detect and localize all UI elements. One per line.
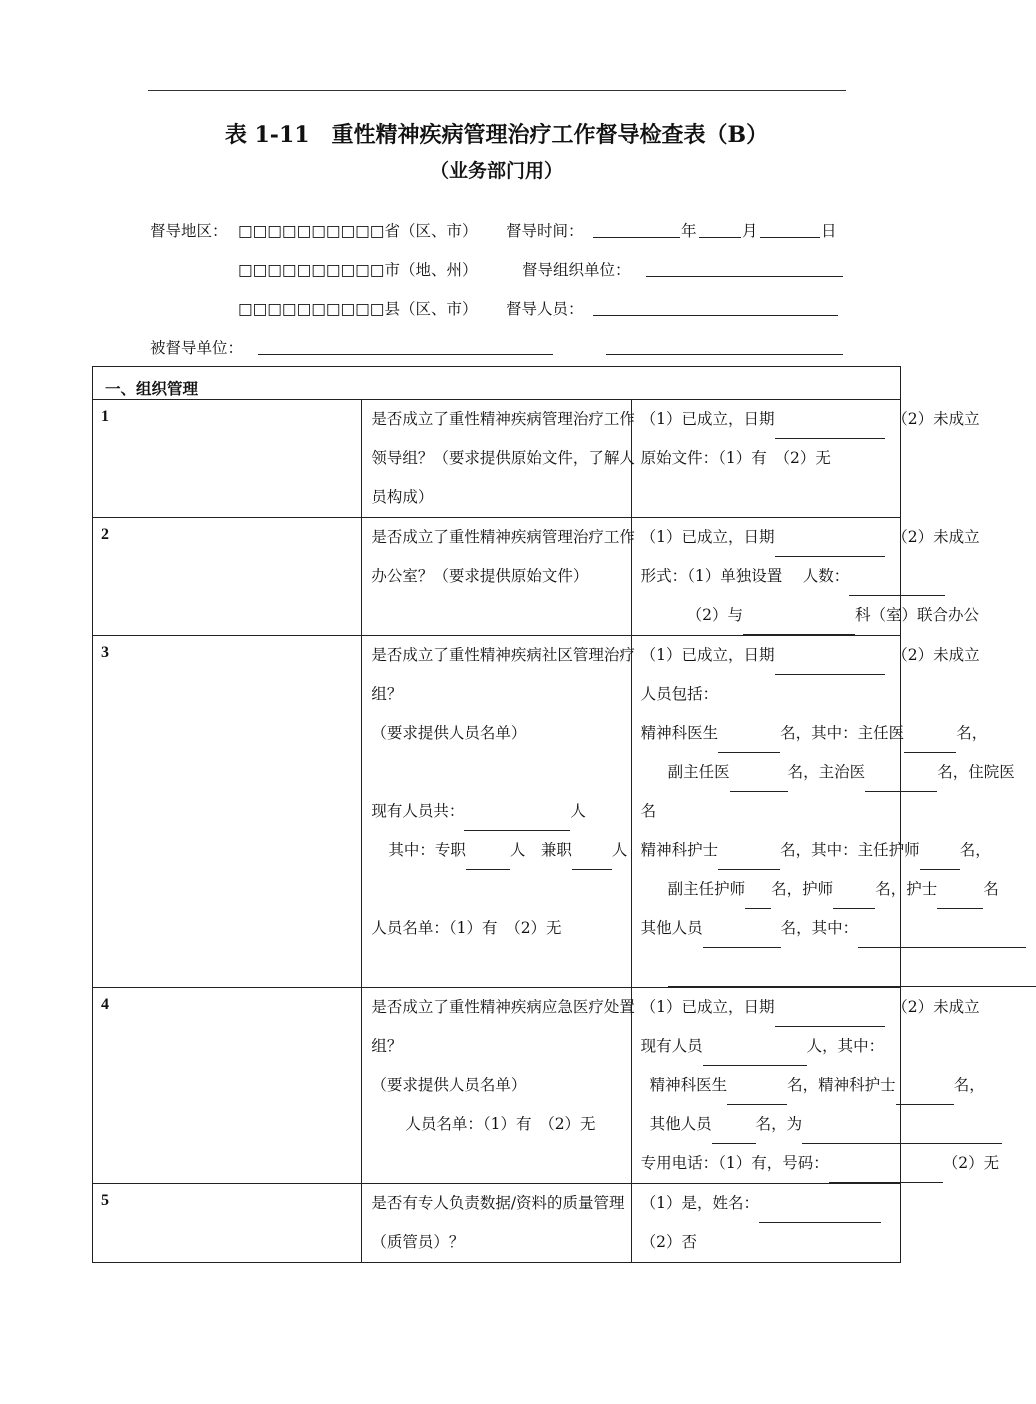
- month-label: 月: [742, 222, 758, 240]
- row-number: 1: [93, 400, 362, 518]
- date-blank[interactable]: [775, 1009, 885, 1027]
- region-label: 督导地区：: [150, 222, 228, 240]
- senior-nurse-blank[interactable]: [833, 891, 875, 909]
- answer-cell: （1）已成立，日期 （2）未成立 人员包括： 精神科医生 名，其中：主任医 名， 副主任医 名，主治医 名，住院医 名 精神科护士 名，其中：主任护师 名， 副主任护师 名，护师 名，护士 名 其他人员 名，其中：: [631, 636, 900, 988]
- dept-blank[interactable]: [743, 617, 855, 635]
- city-field: □□□□□□□□□□市（地、州）: [238, 261, 478, 279]
- attending-blank[interactable]: [865, 774, 937, 792]
- answer-cell: （1）已成立，日期 （2）未成立 原始文件：（1）有 （2）无: [631, 400, 900, 518]
- date-blank[interactable]: [775, 421, 885, 439]
- current-staff-blank[interactable]: [703, 1048, 807, 1066]
- headcount-blank[interactable]: [849, 578, 945, 596]
- staff-label: 督导人员：: [506, 300, 584, 318]
- question-cell: 是否成立了重性精神疾病管理治疗工作 办公室？（要求提供原始文件）: [362, 518, 631, 636]
- other-detail-blank-2[interactable]: [668, 969, 1036, 987]
- other-staff-blank[interactable]: [703, 930, 781, 948]
- county-field: □□□□□□□□□□县（区、市）: [238, 300, 478, 318]
- table-row: [93, 400, 901, 518]
- org-label: 督导组织单位：: [522, 261, 631, 279]
- other-staff-blank[interactable]: [712, 1126, 756, 1144]
- other-detail-blank[interactable]: [858, 930, 1026, 948]
- row-number: 3: [93, 636, 362, 988]
- assoc-chief-nurse-blank[interactable]: [745, 891, 771, 909]
- row-number: 2: [93, 518, 362, 636]
- nurse-blank[interactable]: [718, 852, 780, 870]
- table-row: [93, 988, 901, 1184]
- assoc-chief-blank[interactable]: [730, 774, 788, 792]
- table-row: [93, 636, 901, 988]
- question-cell: 是否成立了重性精神疾病管理治疗工作 领导组？（要求提供原始文件，了解人 员构成）: [362, 400, 631, 518]
- total-staff-blank[interactable]: [464, 813, 570, 831]
- chief-doctor-blank[interactable]: [904, 735, 956, 753]
- answer-cell: （1）已成立，日期 （2）未成立 形式：（1）单独设置 人数： （2）与 科（室）联合办公: [631, 518, 900, 636]
- qa-name-blank[interactable]: [759, 1205, 881, 1223]
- day-blank[interactable]: [760, 237, 820, 238]
- answer-cell: （1）是，姓名： （2）否: [631, 1184, 900, 1263]
- page-subtitle: （业务部门用）: [429, 160, 563, 182]
- parttime-blank[interactable]: [572, 852, 612, 870]
- other-detail-blank[interactable]: [802, 1126, 1002, 1144]
- table-row: [93, 518, 901, 636]
- table-row: [93, 1184, 901, 1263]
- fulltime-blank[interactable]: [466, 852, 510, 870]
- top-rule: [148, 90, 846, 91]
- psychiatrist-blank[interactable]: [718, 735, 780, 753]
- section-org-management: 一、组织管理: [93, 367, 901, 400]
- staff-nurse-blank[interactable]: [937, 891, 983, 909]
- date-blank[interactable]: [775, 657, 885, 675]
- year-label: 年: [681, 222, 697, 240]
- date-blank[interactable]: [775, 539, 885, 557]
- row-number: 4: [93, 988, 362, 1184]
- province-field: □□□□□□□□□□省（区、市）: [238, 222, 478, 240]
- unit-label: 被督导单位：: [150, 339, 244, 357]
- phone-blank[interactable]: [829, 1165, 943, 1183]
- question-cell: 是否成立了重性精神疾病应急医疗处置 组？ （要求提供人员名单） 人员名单：（1）有 （2）无: [362, 988, 631, 1184]
- answer-cell: （1）已成立，日期 （2）未成立 现有人员 人，其中： 精神科医生 名，精神科护士 名， 其他人员 名，为 专用电话：（1）有，号码： （2）无: [631, 988, 900, 1184]
- page-title: 表 1-11 重性精神疾病管理治疗工作督导检查表（B）: [224, 122, 769, 148]
- staff-blank[interactable]: [593, 315, 838, 316]
- question-cell: 是否成立了重性精神疾病社区管理治疗 组？ （要求提供人员名单） 现有人员共： 人 其中：专职 人 兼职 人 人员名单：（1）有 （2）无: [362, 636, 631, 988]
- inspection-table: [92, 366, 1015, 1263]
- row-number: 5: [93, 1184, 362, 1263]
- org-blank[interactable]: [646, 276, 843, 277]
- chief-nurse-blank[interactable]: [920, 852, 960, 870]
- day-label: 日: [821, 222, 837, 240]
- psychiatrist-blank[interactable]: [727, 1087, 787, 1105]
- month-blank[interactable]: [699, 237, 741, 238]
- unit-blank[interactable]: [258, 354, 553, 355]
- time-label: 督导时间：: [506, 222, 584, 240]
- unit-blank-2[interactable]: [606, 354, 843, 355]
- nurse-blank[interactable]: [896, 1087, 954, 1105]
- year-blank[interactable]: [593, 237, 680, 238]
- question-cell: 是否有专人负责数据/资料的质量管理 （质管员）？: [362, 1184, 631, 1263]
